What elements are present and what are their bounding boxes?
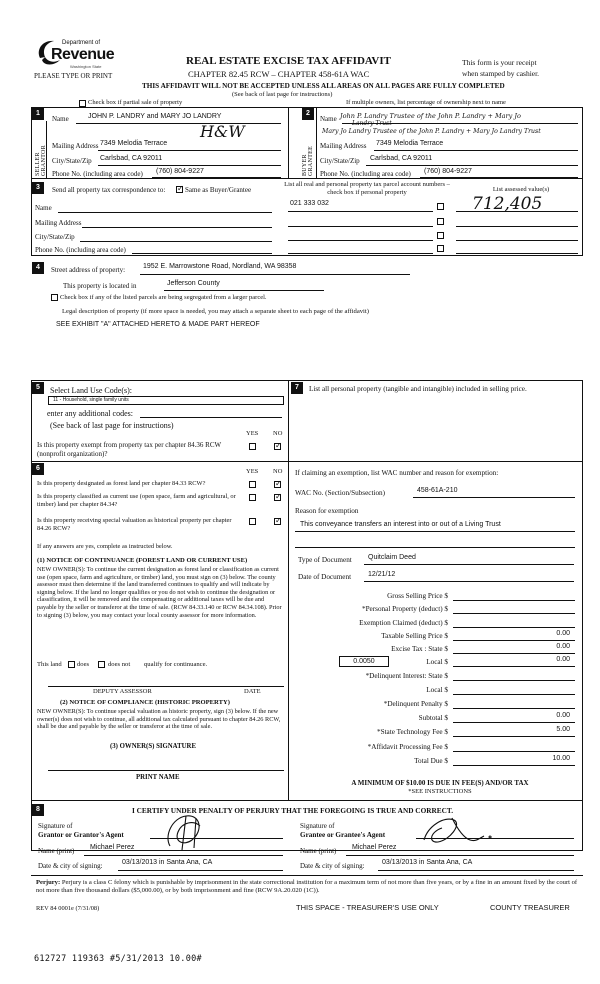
tax-row: [296, 589, 576, 602]
grantor-signature-mark: [160, 812, 230, 852]
section-1-badge: 1: [32, 108, 44, 120]
county-treasurer: COUNTY TREASURER: [490, 903, 570, 912]
owner-signature-label: (3) OWNER(S) SIGNATURE: [110, 743, 196, 750]
reason-value[interactable]: This conveyance transfers an interest into or out of a Living Trust: [300, 521, 501, 528]
parcel-header: List all real and personal property tax parcel account numbers – check box if personal property: [284, 181, 450, 196]
personal-property-checkbox-3[interactable]: [437, 232, 444, 239]
grantor-hw-note: H&W: [200, 122, 245, 141]
parcel-number-1[interactable]: 021 333 032: [290, 200, 329, 207]
same-as-grantee-checkbox[interactable]: [176, 186, 183, 193]
grantee-sig-label1: Signature of: [300, 822, 335, 830]
revision-code: REV 84 0001e (7/31/08): [36, 905, 100, 912]
notice-compliance-body: NEW OWNER(S): To continue special valuation as historic property, sign (3) below. If the new owner(s) does not wish to continue, all additional tax calculated pursuant to chapter 84.26 RCW, shall be due and payable by the seller or transferor at the time of sale.: [37, 708, 281, 731]
perjury-text: Perjury is a class C felony which is punishable by imprisonment in the state correctional institution for a maximum term of not more than five years, or by a fine in an amount fixed by the court of not more than five thousand dollars ($5,000.00), or by both imprisonment and fine (RCW 9A.20.020 (1C)).: [36, 879, 578, 895]
tax-row-label: *Personal Property (deduct) $: [361, 605, 448, 613]
notice-compliance-title: (2) NOTICE OF COMPLIANCE (HISTORIC PROPERTY): [60, 699, 230, 706]
s5-see-back: (See back of last page for instructions): [50, 421, 174, 430]
s3-city-label: City/State/Zip: [35, 233, 75, 241]
deputy-assessor-label: DEPUTY ASSESSOR: [93, 688, 152, 695]
grantee-phone-label: Phone No. (including area code): [320, 170, 411, 178]
tax-row-label: *Affidavit Processing Fee $: [367, 743, 448, 751]
tax-row-label: Exemption Claimed (deduct) $: [359, 619, 448, 627]
grantor-name-label: Name: [52, 115, 69, 123]
exempt-no-checkbox[interactable]: [274, 443, 281, 450]
tax-row-value[interactable]: 0.00: [556, 656, 570, 663]
doc-type-value[interactable]: Quitclaim Deed: [368, 554, 416, 561]
s6-yes-header: YES: [246, 468, 259, 475]
tax-row-value[interactable]: 5.00: [556, 726, 570, 733]
tax-row-label: *Delinquent Penalty $: [383, 700, 448, 708]
notice-continuance-title: (1) NOTICE OF CONTINUANCE (FOREST LAND OR CURRENT USE): [37, 557, 248, 564]
tax-row-label: Taxable Selling Price $: [381, 632, 448, 640]
grantee-mailing-label: Mailing Address: [320, 142, 367, 150]
form-warning: THIS AFFIDAVIT WILL NOT BE ACCEPTED UNLESS ALL AREAS ON ALL PAGES ARE FULLY COMPLETED: [142, 82, 505, 90]
land-use-select[interactable]: [48, 396, 284, 405]
tax-row-label: *Delinquent Interest: State $: [365, 672, 448, 680]
logo-revenue: Revenue: [51, 46, 115, 63]
section-8-badge: 8: [32, 804, 44, 816]
historical-no-checkbox[interactable]: [274, 518, 281, 525]
tax-row: [296, 655, 576, 668]
grantor-sig-label1: Signature of: [38, 822, 73, 830]
doc-date-value[interactable]: 12/21/12: [368, 571, 396, 578]
tax-row-value[interactable]: 0.00: [556, 630, 570, 637]
deputy-date-label: DATE: [244, 688, 261, 695]
tax-row-label: *State Technology Fee $: [376, 728, 448, 736]
partial-sale-checkbox[interactable]: [79, 100, 86, 107]
wac-label: WAC No. (Section/Subsection): [295, 489, 386, 497]
current-use-no-checkbox[interactable]: [274, 494, 281, 501]
grantor-date-label: Date & city of signing:: [38, 862, 103, 870]
logo-department: Department of: [62, 40, 101, 46]
legal-description-value[interactable]: SEE EXHIBIT "A" ATTACHED HERETO & MADE PART HEREOF: [56, 321, 260, 328]
personal-property-label: List all personal property (tangible and intangible) included in selling price.: [309, 385, 527, 393]
see-instructions-note: *SEE INSTRUCTIONS: [408, 788, 472, 795]
historical-question: Is this property receiving special valuation as historical property per chapter 84.26 RCW?: [37, 517, 232, 532]
tax-row-value[interactable]: 10.00: [552, 755, 570, 762]
s3-phone-label: Phone No. (including area code): [35, 246, 126, 254]
grantor-city-value[interactable]: Carlsbad, CA 92011: [100, 155, 163, 162]
grantee-phone-value[interactable]: (760) 804-9227: [424, 168, 472, 175]
grantor-print-value[interactable]: Michael Perez: [90, 844, 135, 851]
land-use-label: Select Land Use Code(s):: [50, 386, 132, 395]
section-4-badge: 4: [32, 262, 44, 274]
current-use-yes-checkbox[interactable]: [249, 494, 256, 501]
form-chapter: CHAPTER 82.45 RCW – CHAPTER 458-61A WAC: [188, 69, 370, 79]
wac-value[interactable]: 458-61A-210: [417, 487, 458, 494]
forest-yes-checkbox[interactable]: [249, 481, 256, 488]
grantee-date-label: Date & city of signing:: [300, 862, 365, 870]
assessed-header: List assessed value(s): [492, 186, 550, 193]
treasurer-space: THIS SPACE - TREASURER'S USE ONLY: [296, 903, 439, 912]
doc-type-label: Type of Document: [298, 556, 352, 564]
tax-row-label: Gross Selling Price $: [387, 592, 448, 600]
grantee-signature-mark: [418, 812, 498, 848]
section-6-badge: 6: [32, 463, 44, 475]
perjury-notice: [36, 879, 582, 896]
additional-codes-label: enter any additional codes:: [47, 409, 133, 418]
personal-property-checkbox-1[interactable]: [437, 203, 444, 210]
grantor-date-value[interactable]: 03/13/2013 in Santa Ana, CA: [122, 859, 213, 866]
exemption-question: If claiming an exemption, list WAC number and reason for exemption:: [295, 469, 499, 477]
grantor-mailing-value[interactable]: 7349 Melodia Terrace: [100, 140, 168, 147]
revenue-logo: [34, 38, 124, 70]
grantor-name-value[interactable]: JOHN P. LANDRY and MARY JO LANDRY: [88, 113, 222, 120]
minimum-due-note: A MINIMUM OF $10.00 IS DUE IN FEE(S) AND/OR TAX: [351, 779, 529, 787]
does-not-label: does not: [108, 661, 131, 668]
tax-row: [296, 629, 576, 642]
tax-row-label: Excise Tax : State $: [391, 645, 448, 653]
grantee-date-value[interactable]: 03/13/2013 in Santa Ana, CA: [382, 859, 473, 866]
land-use-value: 11 - Household, single family units: [53, 397, 129, 403]
does-qualify-checkbox[interactable]: [68, 661, 75, 668]
grantor-sig-label2: Grantor or Grantor's Agent: [38, 831, 124, 839]
tax-row: [296, 754, 576, 767]
grantee-name-label: Name: [320, 115, 337, 123]
grantee-name-line2: Landry Trust: [352, 120, 392, 127]
local-rate-box[interactable]: [339, 656, 389, 667]
this-land-label: This land: [37, 661, 62, 668]
doc-date-label: Date of Document: [298, 573, 352, 581]
tax-row: [296, 683, 576, 696]
forest-land-question: Is this property designated as forest land per chapter 84.33 RCW?: [37, 480, 206, 487]
county-value[interactable]: Jefferson County: [167, 280, 220, 287]
certify-statement: I CERTIFY UNDER PENALTY OF PERJURY THAT THE FOREGOING IS TRUE AND CORRECT.: [132, 806, 454, 815]
grantor-phone-value[interactable]: (760) 804-9227: [156, 168, 204, 175]
grantee-name-line3[interactable]: Mary Jo Landry Trustee of the John P. Landry + Mary Jo Landry Trust: [322, 128, 541, 135]
notice-continuance-body: NEW OWNER(S): To continue the current designation as forest land or classification as current use (open space, farm and agriculture, or timber) land, you must sign on (3) below. The county assessor must then determine if the land transferred continues to qualify and will indicate by signing below. If the land no longer qualifies or you do not wish to continue the designation or classification, it will be removed and the compensating or additional taxes will be due and payable by the seller or transferor at the time of sale. (RCW 84.33.140 or RCW 84.34.108). Prior to signing (3) below, you may contact your local county assessor for more information.: [37, 566, 282, 619]
s5-no-header: NO: [273, 430, 283, 437]
receipt-line2: when stamped by cashier.: [462, 69, 540, 78]
forest-no-checkbox[interactable]: [274, 481, 281, 488]
form-title: REAL ESTATE EXCISE TAX AFFIDAVIT: [186, 55, 391, 67]
tax-row-value[interactable]: 0.00: [556, 712, 570, 719]
owner-signature-line[interactable]: [48, 770, 284, 771]
if-yes-note: If any answers are yes, complete as instructed below.: [37, 543, 173, 550]
s3-name-label: Name: [35, 204, 52, 212]
tax-row: [296, 711, 576, 724]
recording-stamp: 612727 119363 #5/31/2013 10.00#: [34, 954, 202, 964]
tax-row: [296, 725, 576, 738]
receipt-line1: This form is your receipt: [462, 58, 537, 67]
tax-row: [296, 740, 576, 753]
street-address-label: Street address of property:: [51, 266, 126, 274]
s5-yes-header: YES: [246, 430, 259, 437]
send-correspondence-label: Send all property tax correspondence to:: [52, 186, 166, 194]
perjury-label: Perjury:: [36, 879, 61, 886]
grantor-mailing-label: Mailing Address: [52, 142, 99, 150]
section-5-badge: 5: [32, 382, 44, 394]
tax-row: [296, 642, 576, 655]
exempt-question: Is this property exempt from property tax per chapter 84.36 RCW (nonprofit organization)?: [37, 441, 221, 458]
buyer-grantee-label: BUYER GRANTEE: [302, 145, 314, 176]
s6-no-header: NO: [273, 468, 283, 475]
tax-row-label: Total Due $: [414, 757, 448, 765]
same-as-grantee-label: Same as Buyer/Grantee: [185, 186, 252, 194]
tax-row: [296, 602, 576, 615]
please-type: PLEASE TYPE OR PRINT: [34, 72, 113, 80]
personal-property-checkbox-2[interactable]: [437, 218, 444, 225]
form-see-back: (See back of last page for instructions): [232, 91, 333, 98]
legal-description-label: Legal description of property (if more space is needed, you may attach a separate sheet to each page of the affidavit): [62, 308, 369, 315]
section-2-badge: 2: [302, 108, 314, 120]
grantee-sig-label2: Grantee or Grantee's Agent: [300, 831, 386, 839]
tax-row: [296, 697, 576, 710]
multiple-owners-note: If multiple owners, list percentage of ownership next to name: [346, 99, 506, 106]
county-label: This property is located in: [63, 282, 137, 290]
grantee-print-label: Name (print): [300, 847, 337, 855]
historical-yes-checkbox[interactable]: [249, 518, 256, 525]
section-7-badge: 7: [291, 382, 303, 394]
grantee-print-value[interactable]: Michael Perez: [352, 844, 397, 851]
qualify-label: qualify for continuance.: [144, 661, 208, 668]
section-3-badge: 3: [32, 182, 44, 194]
street-address-value[interactable]: 1952 E. Marrowstone Road, Nordland, WA 98358: [143, 263, 297, 270]
assessed-value-1[interactable]: 712,405: [472, 194, 543, 214]
segregated-checkbox[interactable]: [51, 294, 58, 301]
grantee-city-label: City/State/Zip: [320, 157, 360, 165]
logo-state: Washington State: [70, 64, 102, 69]
seller-grantor-label: SELLER GRANTOR: [35, 145, 47, 176]
tax-row-label: Local $: [426, 686, 448, 694]
segregated-label: Check box if any of the listed parcels are being segregated from a larger parcel.: [60, 294, 267, 301]
tax-row: [296, 616, 576, 629]
exempt-yes-checkbox[interactable]: [249, 443, 256, 450]
reason-label: Reason for exemption: [295, 507, 359, 515]
print-name-label: PRINT NAME: [136, 774, 180, 781]
grantor-print-label: Name (print): [38, 847, 75, 855]
partial-sale-label: Check box if partial sale of property: [88, 99, 183, 106]
local-rate-value: 0.0050: [353, 658, 375, 665]
does-not-qualify-checkbox[interactable]: [98, 661, 105, 668]
tax-row: [296, 669, 576, 682]
personal-property-checkbox-4[interactable]: [437, 245, 444, 252]
grantee-city-value[interactable]: Carlsbad, CA 92011: [370, 155, 433, 162]
s3-mailing-label: Mailing Address: [35, 219, 82, 227]
tax-row-label: Subtotal $: [418, 714, 448, 722]
grantor-city-label: City/State/Zip: [52, 157, 92, 165]
does-label: does: [77, 661, 90, 668]
grantee-name-line1[interactable]: John P. Landry Trustee of the John P. Landry + Mary Jo: [340, 112, 521, 120]
tax-row-label: Local $: [426, 658, 448, 666]
grantee-mailing-value[interactable]: 7349 Melodia Terrace: [376, 140, 444, 147]
tax-row-value[interactable]: 0.00: [556, 643, 570, 650]
current-use-question: Is this property classified as current use (open space, farm and agricultural, or timber) land per chapter 84.34?: [37, 493, 236, 508]
grantor-phone-label: Phone No. (including area code): [52, 170, 143, 178]
